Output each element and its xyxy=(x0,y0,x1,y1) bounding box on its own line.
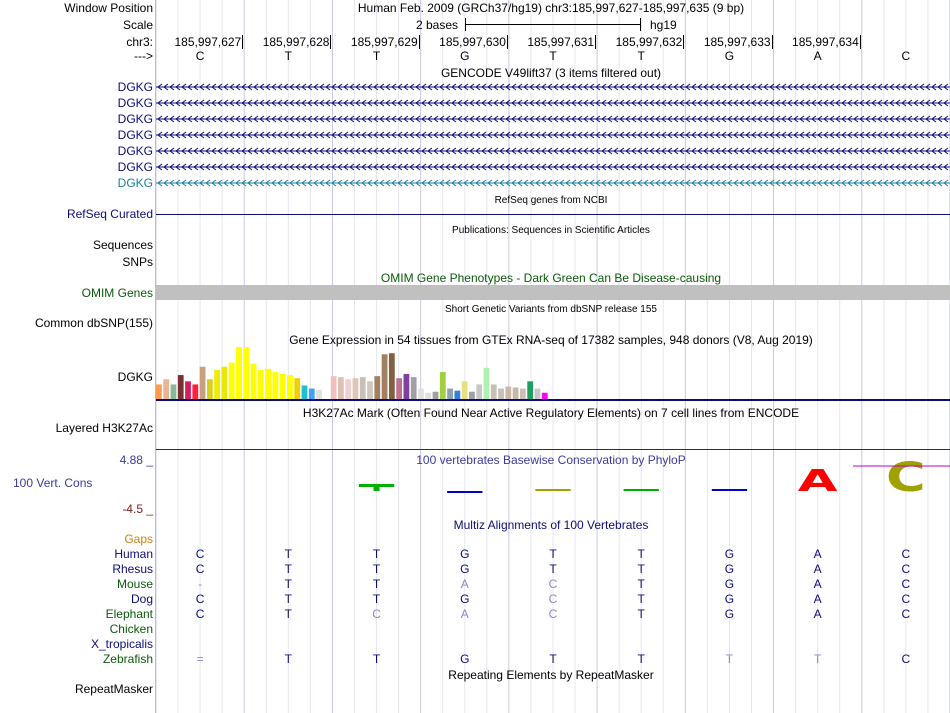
conservation-max-label: 4.88 _ xyxy=(119,453,153,467)
gtex-tissue-bar xyxy=(280,374,286,399)
position-tick-label: 185,997,632 xyxy=(615,35,683,49)
base-letter: T xyxy=(284,49,292,63)
position-tick-label: 185,997,633 xyxy=(703,35,771,49)
gtex-tissue-bar xyxy=(338,377,344,399)
gencode-transcript[interactable] xyxy=(156,178,950,188)
multiz-base: G xyxy=(460,547,470,561)
gtex-tissue-bar xyxy=(535,389,541,399)
multiz-base: A xyxy=(813,592,822,606)
multiz-base: T xyxy=(637,652,645,666)
gtex-tissue-bar xyxy=(447,389,453,399)
gtex-tissue-bar xyxy=(207,379,213,399)
multiz-track-title[interactable]: Multiz Alignments of 100 Vertebrates xyxy=(453,518,649,532)
multiz-base: C xyxy=(372,607,381,621)
repeatmasker-label[interactable]: RepeatMasker xyxy=(74,682,153,696)
gtex-tissue-bar xyxy=(171,384,177,399)
gtex-tissue-bar xyxy=(185,381,191,399)
conservation-logo-letter: A xyxy=(797,464,839,499)
gtex-tissue-bar xyxy=(433,392,439,399)
multiz-base: A xyxy=(460,577,469,591)
multiz-base: A xyxy=(813,577,822,591)
conservation-score-bar xyxy=(374,485,380,491)
omim-label[interactable]: OMIM Genes xyxy=(81,286,153,300)
gtex-tissue-bar xyxy=(469,392,475,399)
multiz-species-label[interactable]: Chicken xyxy=(109,622,153,636)
scale-bar-left-tick xyxy=(465,18,466,31)
scale-label: Scale xyxy=(122,18,153,32)
position-tick xyxy=(507,35,508,49)
gtex-tissue-bar xyxy=(367,381,373,399)
gtex-tissue-bar xyxy=(527,381,533,399)
multiz-base: T xyxy=(372,562,381,576)
conservation-label[interactable]: 100 Vert. Cons xyxy=(13,476,93,490)
base-letter: C xyxy=(901,49,911,63)
strand-label: ---> xyxy=(134,49,153,63)
gtex-tissue-bar xyxy=(404,374,410,399)
refseq-gene-line[interactable] xyxy=(156,214,950,215)
refseq-label[interactable]: RefSeq Curated xyxy=(66,207,153,221)
multiz-base: T xyxy=(725,652,734,666)
gtex-tissue-bar xyxy=(396,378,402,399)
base-letter: C xyxy=(195,49,205,63)
multiz-base: T xyxy=(284,577,292,591)
position-tick xyxy=(860,35,861,49)
multiz-base: T xyxy=(284,562,292,576)
repeatmasker-track-title[interactable]: Repeating Elements by RepeatMasker xyxy=(448,668,654,682)
gtex-tissue-bar xyxy=(440,372,446,399)
multiz-base: T xyxy=(637,592,645,606)
multiz-base: A xyxy=(813,547,822,561)
publications-sequences-label[interactable]: Sequences xyxy=(92,238,153,252)
gtex-tissue-bar xyxy=(229,363,235,399)
h3k27ac-label[interactable]: Layered H3K27Ac xyxy=(55,421,153,435)
window-position-value: Human Feb. 2009 (GRCh37/hg19) chr3:185,997,627-185,997,635 (9 bp) xyxy=(357,1,745,15)
gtex-tissue-bar xyxy=(484,368,490,399)
gtex-tissue-bar xyxy=(272,372,278,399)
multiz-base: C xyxy=(901,652,911,666)
gencode-transcript[interactable] xyxy=(156,162,950,172)
gtex-tissue-bar xyxy=(520,389,526,399)
conservation-min-label: -4.5 _ xyxy=(122,502,153,516)
h3k27ac-baseline xyxy=(156,449,950,450)
base-letter: G xyxy=(460,49,470,63)
gtex-tissue-bar xyxy=(251,364,257,399)
gencode-item-label[interactable]: DGKG xyxy=(117,160,153,174)
multiz-base: C xyxy=(901,607,911,621)
gtex-tissue-bar xyxy=(454,391,460,399)
position-tick-label: 185,997,629 xyxy=(350,35,418,49)
base-letter: T xyxy=(372,49,381,63)
position-tick-label: 185,997,634 xyxy=(792,35,859,49)
gencode-transcript[interactable] xyxy=(156,82,950,92)
gtex-tissue-bar xyxy=(418,389,424,399)
conservation-score-bar xyxy=(624,489,659,491)
gtex-tissue-bar xyxy=(294,378,300,399)
conservation-chart[interactable] xyxy=(156,455,950,515)
gtex-tissue-bar xyxy=(156,384,162,399)
gtex-tissue-bar xyxy=(382,354,388,399)
multiz-base: C xyxy=(548,592,558,606)
multiz-base: T xyxy=(549,547,557,561)
multiz-base: C xyxy=(901,547,911,561)
gtex-tissue-bar xyxy=(192,384,198,399)
scale-bar xyxy=(465,24,641,25)
gtex-tissue-bar xyxy=(236,347,242,399)
gtex-tissue-bar xyxy=(200,367,206,399)
gtex-tissue-bar xyxy=(287,375,293,399)
position-tick xyxy=(772,35,773,49)
multiz-base: T xyxy=(284,592,292,606)
position-tick-label: 185,997,631 xyxy=(527,35,595,49)
multiz-base: G xyxy=(724,547,735,561)
gtex-tissue-bar xyxy=(505,387,511,399)
chrom-label: chr3: xyxy=(126,35,153,49)
gtex-tissue-bar xyxy=(360,377,366,399)
multiz-base: G xyxy=(460,592,470,606)
gtex-tissue-bar xyxy=(476,384,482,399)
gencode-item-label[interactable]: DGKG xyxy=(117,176,153,190)
multiz-base: C xyxy=(548,577,558,591)
multiz-base: T xyxy=(637,547,645,561)
dbsnp-label[interactable]: Common dbSNP(155) xyxy=(34,316,153,330)
multiz-base: C xyxy=(901,562,911,576)
position-tick xyxy=(595,35,596,49)
conservation-track-title[interactable]: 100 vertebrates Basewise Conservation by PhyloP xyxy=(416,453,686,467)
conservation-logo-letter: C xyxy=(886,455,926,501)
multiz-species-label[interactable]: Human xyxy=(114,547,153,561)
multiz-base: T xyxy=(372,547,381,561)
gtex-tissue-bar xyxy=(389,353,395,399)
position-tick-label: 185,997,630 xyxy=(439,35,506,49)
multiz-base: C xyxy=(195,547,205,561)
multiz-base: T xyxy=(549,562,557,576)
multiz-base: C xyxy=(195,607,205,621)
omim-gene-bar[interactable] xyxy=(156,285,950,300)
multiz-base: C xyxy=(901,592,911,606)
multiz-base: G xyxy=(724,592,735,606)
gencode-transcript[interactable] xyxy=(156,130,950,140)
multiz-base: G xyxy=(724,607,735,621)
gencode-item-label[interactable]: DGKG xyxy=(117,144,153,158)
position-tick xyxy=(242,35,243,49)
multiz-base: A xyxy=(813,562,822,576)
scale-bar-right-tick xyxy=(640,18,641,31)
multiz-base: G xyxy=(460,652,470,666)
multiz-base: T xyxy=(284,652,292,666)
gencode-item-label[interactable]: DGKG xyxy=(117,112,153,126)
multiz-gaps-label[interactable]: Gaps xyxy=(124,532,153,546)
multiz-species-label[interactable]: X_tropicalis xyxy=(90,637,153,651)
conservation-score-bar xyxy=(712,489,747,491)
publications-snps-label[interactable]: SNPs xyxy=(122,255,153,269)
gtex-tissue-bar xyxy=(302,385,308,399)
multiz-base: C xyxy=(901,577,911,591)
gtex-tissue-bar xyxy=(462,381,468,399)
publications-track-title[interactable]: Publications: Sequences in Scientific Articles xyxy=(452,225,650,236)
multiz-species-label[interactable]: Zebrafish xyxy=(102,652,153,666)
gtex-tissue-bar xyxy=(498,389,504,399)
gtex-tissue-bar xyxy=(331,376,337,399)
gtex-tissue-bar xyxy=(513,388,519,399)
conservation-score-bar xyxy=(535,489,570,491)
multiz-base: T xyxy=(549,652,557,666)
conservation-score-bar xyxy=(447,491,482,493)
gencode-item-label[interactable]: DGKG xyxy=(117,128,153,142)
multiz-base: T xyxy=(372,652,381,666)
gtex-tissue-bar xyxy=(258,370,264,399)
gtex-tissue-bar xyxy=(163,379,169,399)
multiz-base: T xyxy=(372,577,381,591)
multiz-species-label[interactable]: Elephant xyxy=(105,607,153,621)
position-tick xyxy=(330,35,331,49)
gencode-transcript[interactable] xyxy=(156,98,950,108)
gencode-track-title[interactable]: GENCODE V49lift37 (3 items filtered out) xyxy=(440,66,662,80)
multiz-base: - xyxy=(198,577,203,591)
multiz-base: = xyxy=(196,652,204,666)
multiz-species-label[interactable]: Mouse xyxy=(116,577,153,591)
refseq-track-title[interactable]: RefSeq genes from NCBI xyxy=(494,195,608,206)
h3k27ac-track-title[interactable]: H3K27Ac Mark (Often Found Near Active Regulatory Elements) on 7 cell lines from ENCODE xyxy=(302,406,800,420)
multiz-base: C xyxy=(195,592,205,606)
gtex-tissue-bar xyxy=(214,370,220,399)
multiz-base: T xyxy=(637,562,645,576)
gencode-transcript[interactable] xyxy=(156,114,950,124)
multiz-species-label[interactable]: Rhesus xyxy=(112,562,153,576)
gtex-track-title[interactable]: Gene Expression in 54 tissues from GTEx RNA-seq of 17382 samples, 948 donors (V8, Aug 2019) xyxy=(289,333,813,347)
multiz-base: T xyxy=(372,592,381,606)
base-letter: A xyxy=(813,49,822,63)
scale-bases: 2 bases xyxy=(416,18,459,32)
multiz-base: T xyxy=(284,607,292,621)
dbsnp-track-title[interactable]: Short Genetic Variants from dbSNP release 155 xyxy=(445,304,657,315)
gtex-expression-chart[interactable] xyxy=(156,347,950,401)
position-tick-label: 185,997,627 xyxy=(174,35,242,49)
gtex-tissue-bar xyxy=(309,389,315,399)
position-tick xyxy=(419,35,420,49)
gtex-tissue-bar xyxy=(222,367,228,399)
gtex-tissue-bar xyxy=(353,378,359,399)
gtex-tissue-bar xyxy=(265,369,271,399)
gencode-transcript[interactable] xyxy=(156,146,950,156)
gtex-tissue-bar xyxy=(425,393,431,399)
multiz-base: T xyxy=(284,547,292,561)
position-tick-label: 185,997,628 xyxy=(262,35,330,49)
multiz-base: T xyxy=(637,607,645,621)
multiz-base: G xyxy=(460,562,470,576)
gtex-tissue-bar xyxy=(345,379,351,399)
omim-track-title[interactable]: OMIM Gene Phenotypes - Dark Green Can Be Disease-causing xyxy=(380,271,722,285)
scale-assembly: hg19 xyxy=(650,18,677,32)
gtex-tissue-bar xyxy=(178,375,184,399)
multiz-base: G xyxy=(724,577,735,591)
multiz-base: A xyxy=(460,607,469,621)
multiz-species-label[interactable]: Dog xyxy=(130,592,153,606)
gtex-tissue-bar xyxy=(374,376,380,399)
gtex-tissue-bar xyxy=(243,347,249,399)
multiz-base: C xyxy=(548,607,558,621)
base-letter: G xyxy=(724,49,735,63)
multiz-base: A xyxy=(813,607,822,621)
gtex-tissue-bar xyxy=(411,377,417,399)
gtex-tissue-bar xyxy=(316,390,322,399)
gencode-item-label[interactable]: DGKG xyxy=(117,80,153,94)
base-letter: T xyxy=(637,49,645,63)
multiz-base: G xyxy=(724,562,735,576)
position-tick xyxy=(683,35,684,49)
multiz-base: T xyxy=(813,652,822,666)
gencode-item-label[interactable]: DGKG xyxy=(117,96,153,110)
gtex-label[interactable]: DGKG xyxy=(117,370,153,384)
window-position-label: Window Position xyxy=(64,1,153,15)
multiz-base: C xyxy=(195,562,205,576)
gtex-tissue-bar xyxy=(491,384,497,399)
gtex-tissue-bar xyxy=(542,393,548,399)
base-letter: T xyxy=(549,49,557,63)
multiz-base: T xyxy=(637,577,645,591)
